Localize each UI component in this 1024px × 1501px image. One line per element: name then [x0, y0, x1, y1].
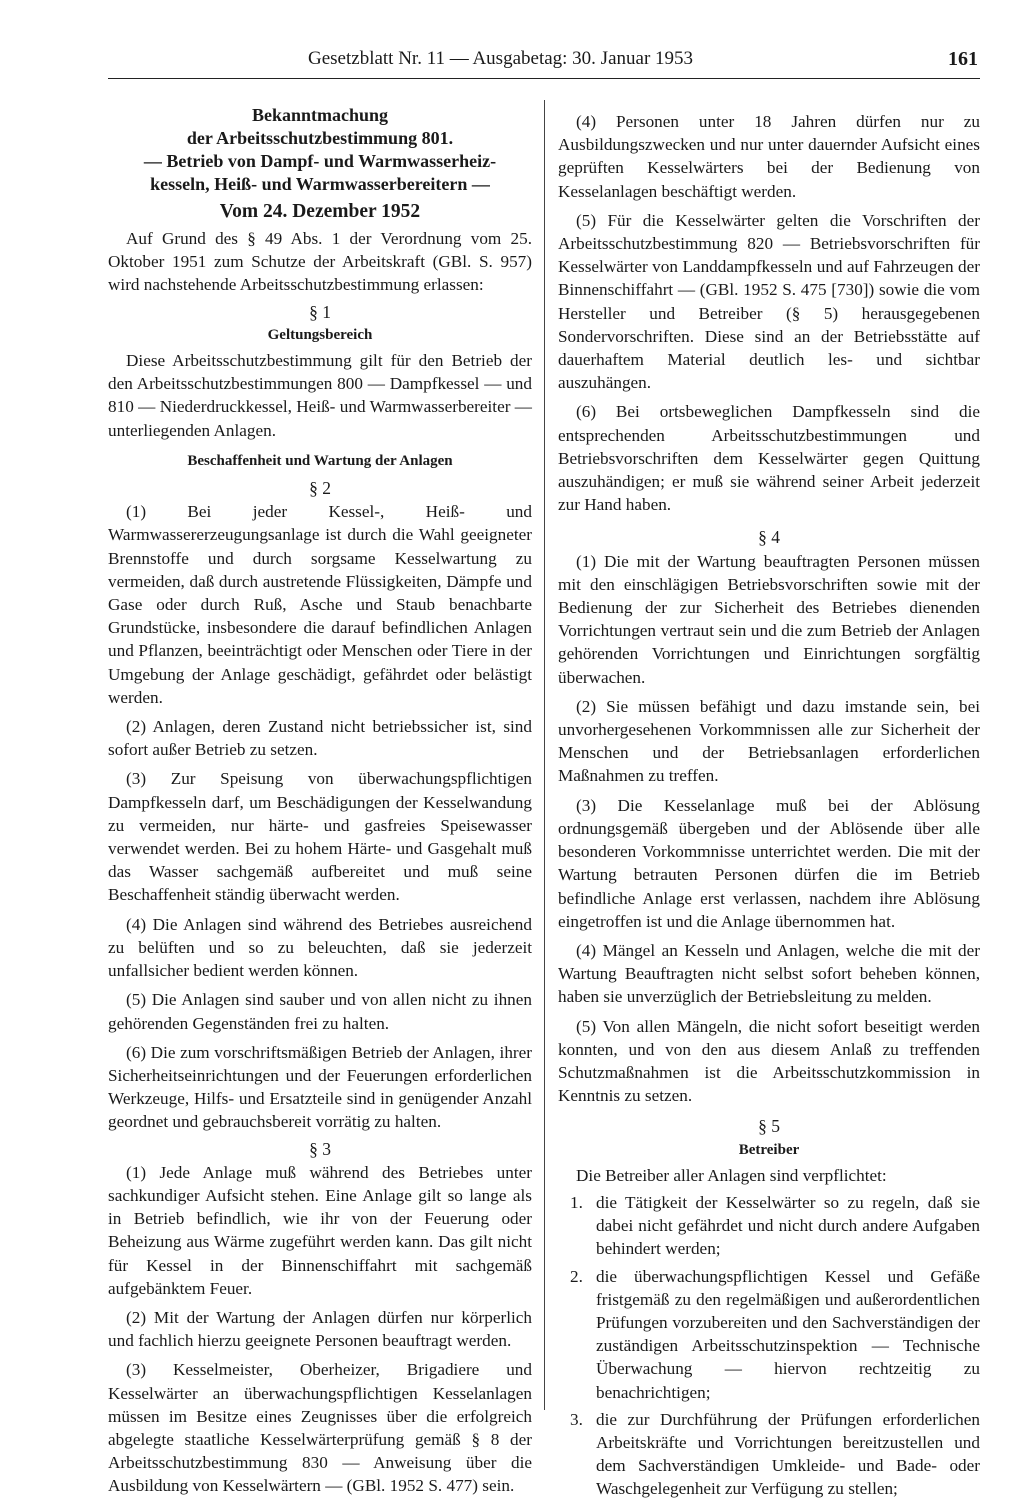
list-item-number: 1. — [570, 1192, 583, 1212]
section-1-heading: Geltungsbereich — [267, 326, 373, 343]
section-2-label: § 2 — [309, 478, 331, 499]
title-line-2: der Arbeitsschutzbestimmung 801. — [186, 128, 454, 148]
section-5-heading: Betreiber — [738, 1141, 800, 1158]
list-item — [558, 1265, 980, 1404]
section-3-para-2: (2) Mit der Wartung der Anlagen dürfen nur körperlich und fachlich hierzu geeignete Personen beauftragt werden. — [108, 1307, 532, 1351]
page-number: 161 — [948, 48, 978, 70]
title-line-1: Bekanntmachung — [251, 105, 389, 125]
section-2-para-2: (2) Anlagen, deren Zustand nicht betriebssicher ist, sind sofort außer Betrieb zu setzen. — [108, 717, 532, 760]
section-4-para-5: (5) Von allen Mängeln, die nicht sofort beseitigt werden konnten, und von den aus diesem Anlaß zu treffenden Schutzmaßnahmen ist die Arbeitsschutzkommission in Kenntnis zu setzen. — [558, 1016, 980, 1106]
section-4-para-4: (4) Mängel an Kesseln und Anlagen, welche die mit der Wartung Beauftragten nicht selbst sofort beheben können, haben sie unverzüglich der Betriebsleitung zu melden. — [558, 940, 980, 1007]
left-column — [108, 104, 532, 1498]
column-divider — [544, 100, 545, 1410]
section-4-label: § 4 — [758, 527, 780, 548]
section-2-para-6: (6) Die zum vorschriftsmäßigen Betrieb der Anlagen, ihrer Sicherheitseinrichtungen und der Feuerungen erforderlichen Werkzeuge, Hilfs- und Ersatzteile sind in genügender Anzahl geordnet und gebrauchsbereit vorrätig zu halten. — [108, 1042, 532, 1132]
list-item — [558, 1191, 980, 1261]
intro-paragraph: Auf Grund des § 49 Abs. 1 der Verordnung vom 25. Oktober 1951 zum Schutze der Arbeitskraft (GBl. S. 957) wird nachstehende Arbeitsschutzbestimmung erlassen: — [108, 229, 532, 295]
title-line-4: kesseln, Heiß- und Warmwasserbereitern — — [150, 174, 490, 194]
list-item-number: 2. — [570, 1266, 583, 1286]
section-3-para-3: (3) Kesselmeister, Oberheizer, Brigadiere und Kesselwärter an überwachungspflichtigen Kesselanlagen müssen im Besitze eines Zeugnisses über die erfolgreich abgelegte staatliche Kesselwärterprüfung gemäß § 8 der Arbeitsschutzbestimmung 830 — Anweisung über die Ausbildung von Kesselwärtern — (GBl. 1952 S. 477) sein. — [108, 1360, 532, 1496]
section-4-para-1: (1) Die mit der Wartung beauftragten Personen müssen mit den einschlägigen Betriebsvorschriften sowie mit der Bedienung der zur Sicherheit des Betriebes dienenden Vorrichtungen vertraut sein und die zum Betrieb der Anlagen gehörenden Vorrichtungen und Einrichtungen sorgfältig überwachen. — [558, 551, 980, 687]
list-item — [558, 1408, 980, 1501]
section-3-label: § 3 — [309, 1138, 331, 1159]
list-item-number: 3. — [570, 1409, 583, 1429]
section-3-para-6: (6) Bei ortsbeweglichen Dampfkesseln sind die entsprechenden Arbeitsschutzbestimmungen und Betriebsvorschriften dem Kesselwärter gegen Quittung auszuhändigen; er muß sie während seiner Arbeit jederzeit zur Hand haben. — [558, 402, 980, 515]
title-date: Vom 24. Dezember 1952 — [219, 201, 421, 222]
section-1-text: Diese Arbeitsschutzbestimmung gilt für den Betrieb der den Arbeitsschutzbestimmungen 800 — Dampfkessel — und 810 — Niederdruckkessel, Heiß- und Warmwasserbereiter — unterliegenden Anlagen. — [108, 351, 532, 440]
section-3-para-1: (1) Jede Anlage muß während des Betriebes unter sachkundiger Aufsicht stehen. Eine Anlage gilt so lange als in Betrieb befindlich, wie ihr von der Feuerung oder Beheizung aus Wärme zugeführt werden kann. Das gilt nicht für Kessel in der Binnenschiffahrt mit sachgemäß aufgebänktem Feuer. — [108, 1162, 532, 1298]
list-item-text: die Tätigkeit der Kesselwärter so zu regeln, daß sie dabei nicht gefährdet und nicht durch andere Aufgaben behindert werden; — [596, 1192, 980, 1259]
right-column — [558, 104, 980, 1501]
section-3-para-5: (5) Für die Kesselwärter gelten die Vorschriften der Arbeitsschutzbestimmung 820 — Betriebsvorschriften für Kesselwärter von Landdampfkesseln und auf Fahrzeugen der Binnenschiffahrt — (GBl. 1952 S. 475 [730]) sowie die vom Hersteller und Betreiber (§ 5) herausgegebenen Sondervorschriften. Diese sind an der Betriebsstätte auf dauerhaftem Material deutlich les- und sichtbar auszuhängen. — [558, 210, 980, 393]
list-item-text: die überwachungspflichtigen Kessel und Gefäße fristgemäß zu den regelmäßigen und außerordentlichen Prüfungen vorzubereiten und den Sachverständigen der zuständigen Arbeitsschutzinspektion — Technische Überwachung — hiervon rechtzeitig zu benachrichtigen; — [596, 1266, 980, 1402]
section-2-para-1: (1) Bei jeder Kessel-, Heiß- und Warmwassererzeugungsanlage ist durch die Wahl geeigneter Brennstoffe und durch sorgsame Kesselwartung zu vermeiden, daß durch austretende Flüssigkeiten, Dämpfe und Gase oder durch Ruß, Asche und Staub benachbarte Grundstücke, insbesondere die darauf befindlichen Anlagen und Pflanzen, beeinträchtigt oder Menschen oder Tiere in der Umgebung der Anlage geschädigt, gefährdet oder belästigt werden. — [108, 502, 532, 707]
section-5-intro: Die Betreiber aller Anlagen sind verpflichtet: — [576, 1165, 887, 1185]
title-line-3: — Betrieb von Dampf- und Warmwasserheiz- — [143, 151, 497, 171]
section-1-label: § 1 — [309, 301, 331, 322]
section-2-heading: Beschaffenheit und Wartung der Anlagen — [187, 452, 453, 469]
page-header — [108, 44, 980, 79]
obligations-list — [558, 1191, 980, 1501]
section-3-para-4: (4) Personen unter 18 Jahren dürfen nur zu Ausbildungszwecken und nur unter dauernder Aufsicht eines geprüften Kesselwärters bei der Bedienung von Kesselanlagen beschäftigt werden. — [558, 112, 980, 201]
section-4-para-2: (2) Sie müssen befähigt und dazu imstande sein, bei unvorhergesehenen Vorkommnissen alle zur Sicherheit der Menschen und der Betriebsanlagen erforderlichen Maßnahmen zu treffen. — [558, 696, 980, 786]
list-item-text: die zur Durchführung der Prüfungen erforderlichen Arbeitskräfte und Vorrichtungen bereitzustellen und dem Sachverständigen Umkleide- und Bade- oder Waschgelegenheit zur Verfügung zu stellen; — [596, 1409, 980, 1499]
section-2-para-3: (3) Zur Speisung von überwachungspflichtigen Dampfkesseln darf, um Beschädigungen der Kesselwandung zu vermeiden, nur härte- und gasfreies Speisewasser verwendet werden. Bei zu hohem Härte- und Gasgehalt muß das Wasser sachgemäß aufbereitet und muß seine Beschaffenheit ständig überwacht werden. — [108, 769, 532, 905]
running-header: Gesetzblatt Nr. 11 — Ausgabetag: 30. Januar 1953 — [308, 48, 694, 69]
section-2-para-4: (4) Die Anlagen sind während des Betriebes ausreichend zu belüften und so zu beleuchten, daß sie jederzeit unfallsicher bedient werden können. — [108, 914, 532, 981]
section-2-para-5: (5) Die Anlagen sind sauber und von allen nicht zu ihnen gehörenden Gegenständen frei zu halten. — [108, 990, 532, 1033]
section-4-para-3: (3) Die Kesselanlage muß bei der Ablösung ordnungsgemäß übergeben und der Ablösende über alle besonderen Vorkommnisse unterrichtet werden. Die mit der Wartung betrauten Personen dürfen die im Betrieb befindliche Anlage erst verlassen, nachdem ihre Ablösung eingetroffen ist und die Anlage übernommen hat. — [558, 795, 980, 931]
section-5-label: § 5 — [758, 1116, 780, 1137]
